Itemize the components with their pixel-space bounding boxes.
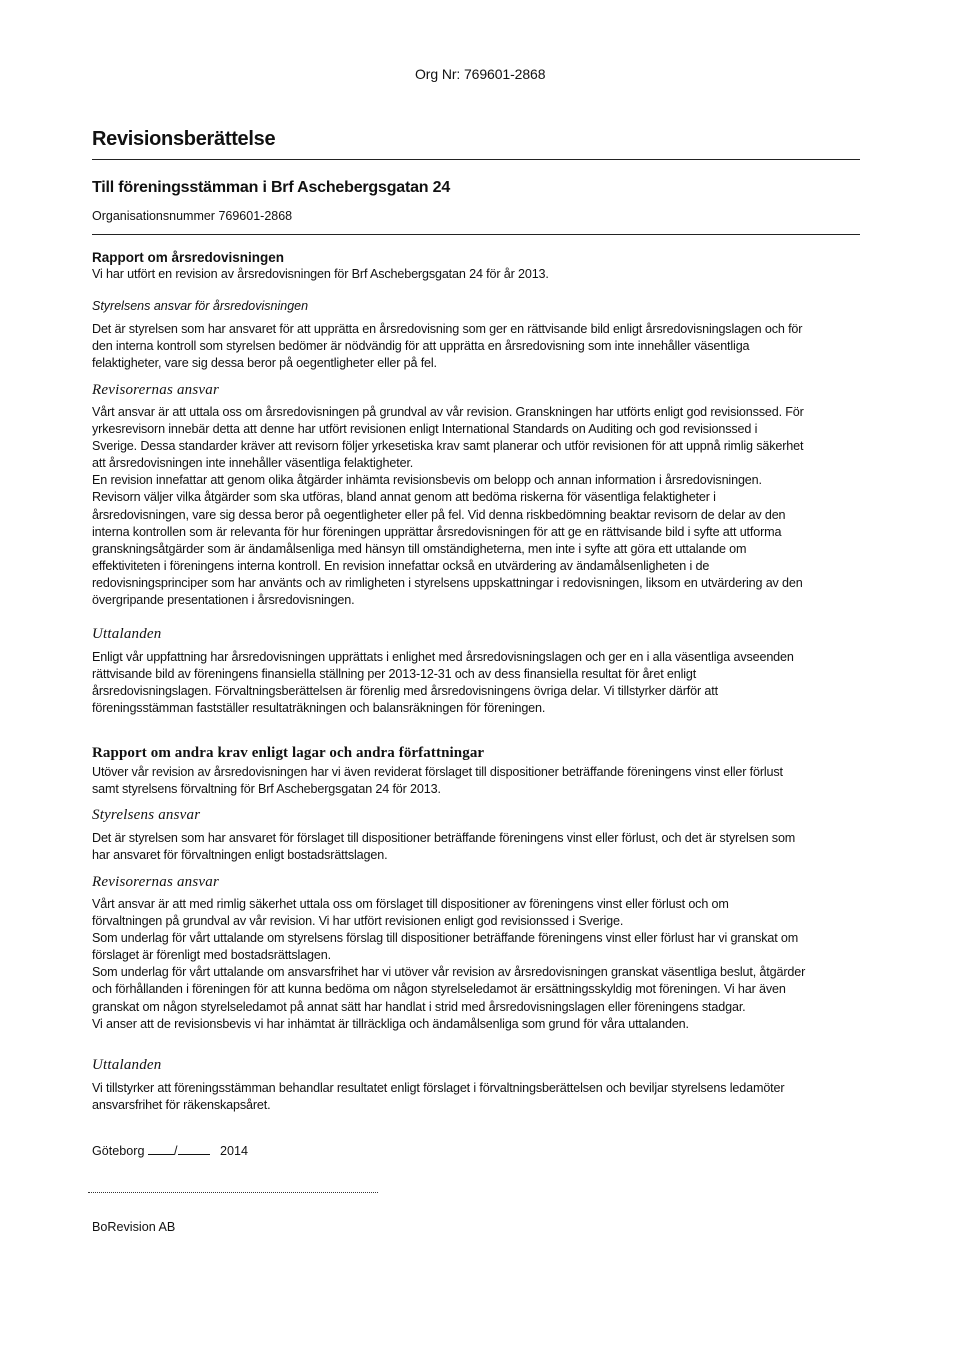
paragraph-line: redovisningsprinciper som har använts och av rimligheten i styrelsens uppskattningar i redovisningen, liksom en utvärdering av den (92, 575, 803, 590)
date-separator: / (174, 1144, 178, 1158)
section2-styrelsens-heading: Styrelsens ansvar (92, 807, 201, 823)
paragraph-line: Vårt ansvar är att med rimlig säkerhet uttala oss om förslaget till dispositioner av föreningens vinst eller förlust och om (92, 897, 729, 911)
section1-revisorernas-paragraph (92, 404, 862, 609)
paragraph-line: föreningsstämman fastställer resultaträkningen och balansräkningen för föreningen. (92, 701, 546, 716)
paragraph-line: samt styrelsens förvaltning för Brf Aschebergsgatan 24 för 2013. (92, 782, 441, 797)
title-divider (92, 159, 860, 160)
paragraph-line: Sverige. Dessa standarder kräver att revisorn följer yrkesetiska krav samt planerar och utför revisionen för att uppnå rimlig säkerhet (92, 439, 804, 454)
section1-styrelsens-heading: Styrelsens ansvar för årsredovisningen (92, 299, 309, 313)
paragraph-line: ansvarsfrihet för räkenskapsåret. (92, 1098, 271, 1113)
document-title: Revisionsberättelse (92, 128, 276, 150)
signature-dotted-line (88, 1192, 378, 1193)
auditor-firm: BoRevision AB (92, 1220, 176, 1234)
paragraph-line: har ansvaret för förvaltningen enligt bostadsrättslagen. (92, 848, 388, 863)
paragraph-line: Enligt vår uppfattning har årsredovisningen upprättats i enlighet med årsredovisningslagen och ger en i alla väsentliga avseenden (92, 650, 794, 664)
paragraph-line: En revision innefattar att genom olika åtgärder inhämta revisionsbevis om belopp och annan information i årsredovisningen. (92, 473, 762, 488)
section1-heading: Rapport om årsredovisningen (92, 250, 285, 265)
paragraph-line: Som underlag för vårt uttalande om ansvarsfrihet har vi utöver vår revision av årsredovisningen granskat väsentliga beslut, åtgärder (92, 965, 806, 980)
paragraph-line: den interna kontroll som styrelsen bedömer är nödvändig för att upprätta en årsredovisning som inte innehåller väsentliga (92, 339, 750, 354)
org-number-header: Org Nr: 769601-2868 (415, 66, 546, 82)
paragraph-line: granskningsåtgärder som är ändamålsenliga med hänsyn till omständigheterna, men inte i syfte att göra ett uttalande om (92, 541, 747, 556)
section2-heading: Rapport om andra krav enligt lagar och andra författningar (92, 745, 485, 761)
paragraph-line: förvaltningen på grundval av vår revision. Vi har utfört revisionen enligt god revisionssed i Sverige. (92, 914, 624, 929)
section2-uttalanden-paragraph (92, 1080, 862, 1114)
section2-revisorernas-paragraph (92, 896, 862, 1033)
section1-revisorernas-heading: Revisorernas ansvar (92, 382, 219, 398)
paragraph-line: granskat om någon styrelseledamot på annat sätt har handlat i strid med årsredovisningslagen eller föreningens stadgar. (92, 999, 746, 1014)
paragraph-line: Vi tillstyrker att föreningsstämman behandlar resultatet enligt förslaget i förvaltningsberättelsen och beviljar styrelsens ledamöter (92, 1081, 785, 1095)
signature-year: 2014 (220, 1144, 249, 1158)
paragraph-line: Det är styrelsen som har ansvaret för att upprätta en årsredovisning som ger en rättvisande bild enligt årsredovisningslagen och för (92, 322, 803, 336)
paragraph-line: Vi anser att de revisionsbevis vi har inhämtat är tillräckliga och ändamålsenliga som grund för våra uttalanden. (92, 1016, 689, 1031)
paragraph-line: årsredovisningslagen. Förvaltningsberättelsen är förenlig med årsredovisningens övriga delar. Vi tillstyrker därför att (92, 684, 718, 699)
paragraph-line: interna kontrollen som är relevanta för hur föreningen upprättar årsredovisningen för att ge en rättvisande bild i syfte att utforma (92, 524, 782, 539)
section1-uttalanden-heading: Uttalanden (92, 626, 162, 642)
paragraph-line: att årsredovisningen inte innehåller väsentliga felaktigheter. (92, 456, 414, 471)
paragraph-line: effektiviteten i föreningens interna kontroll. En revision innefattar också en utvärdering av ändamålsenligheten i de (92, 558, 710, 573)
section1-uttalanden-paragraph (92, 649, 862, 717)
paragraph-line: förslaget är förenligt med bostadsrättslagen. (92, 948, 331, 963)
section1-intro (92, 266, 862, 283)
signature-city: Göteborg (92, 1144, 145, 1158)
section1-styrelsens-paragraph (92, 321, 862, 372)
paragraph-line: Vårt ansvar är att uttala oss om årsredovisningen på grundval av vår revision. Granskningen har utförts enligt god revisionssed. För (92, 405, 804, 419)
paragraph-line: Som underlag för vårt uttalande om styrelsens förslag till dispositioner beträffande föreningens vinst eller förlust har vi granskat om (92, 931, 799, 946)
paragraph-line: och förhållanden i föreningen för att kunna bedöma om någon styrelseledamot är ersättningsskyldig mot föreningen. Vi har även (92, 982, 786, 997)
paragraph-line: Revisorn väljer vilka åtgärder som ska utföras, bland annat genom att bedöma riskerna för väsentliga felaktigheter i (92, 490, 716, 505)
recipient-heading: Till föreningsstämman i Brf Aschebergsgatan 24 (92, 179, 451, 196)
paragraph-line: Det är styrelsen som har ansvaret för förslaget till dispositioner beträffande föreningens vinst eller förlust, och det är styrelsen som (92, 831, 796, 845)
paragraph-line: Vi har utfört en revision av årsredovisningen för Brf Aschebergsgatan 24 för år 2013. (92, 267, 549, 281)
section2-uttalanden-heading: Uttalanden (92, 1057, 162, 1073)
day-blank (148, 1142, 174, 1155)
paragraph-line: yrkesrevisorn innebär detta att denne har utfört revisionen enligt International Standards on Auditing och god revisionssed i (92, 422, 758, 437)
month-blank (178, 1142, 210, 1155)
section2-revisorernas-heading: Revisorernas ansvar (92, 874, 219, 890)
signature-date-line (92, 1142, 248, 1158)
organisation-number: Organisationsnummer 769601-2868 (92, 209, 293, 223)
recipient-divider (92, 234, 860, 235)
paragraph-line: felaktigheter, vare sig dessa beror på oegentligheter eller på fel. (92, 356, 437, 371)
paragraph-line: Utöver vår revision av årsredovisningen har vi även reviderat förslaget till dispositioner beträffande föreningens vinst eller förlust (92, 765, 783, 779)
paragraph-line: årsredovisningen, vare sig dessa beror på oegentligheter eller på fel. Vid denna riskbedömning beaktar revisorn de delar av den (92, 507, 786, 522)
paragraph-line: rättvisande bild av föreningens finansiella ställning per 2013-12-31 och av dess finansiella resultat för året enligt (92, 667, 697, 682)
section2-intro (92, 764, 862, 798)
section2-styrelsens-paragraph (92, 830, 862, 864)
paragraph-line: övergripande presentationen i årsredovisningen. (92, 593, 355, 608)
